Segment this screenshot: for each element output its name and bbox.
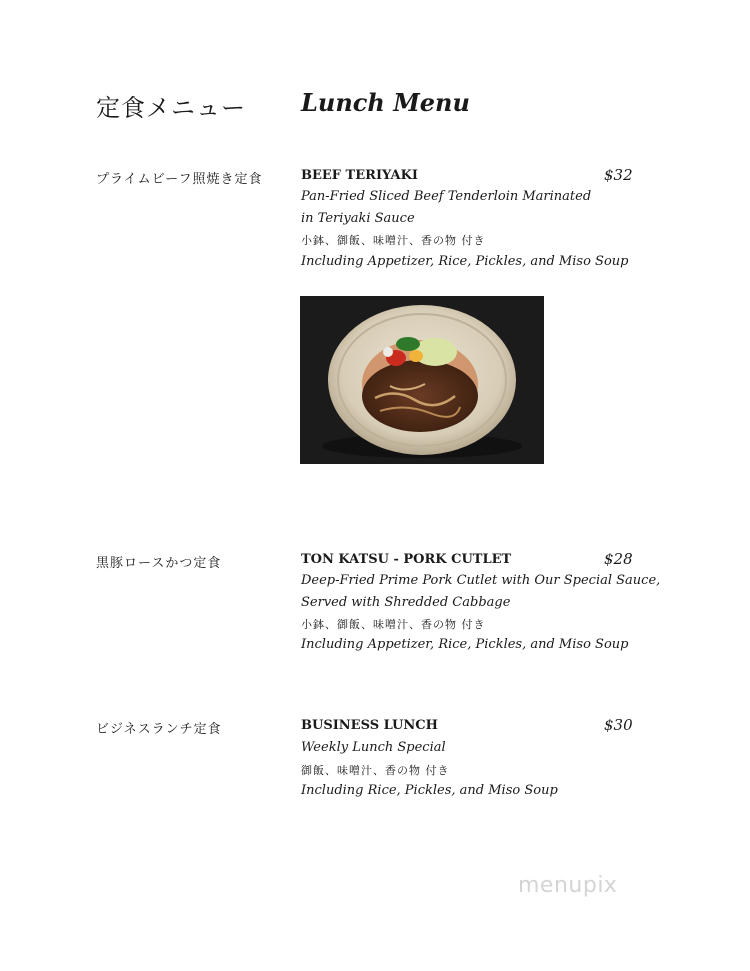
menu-title-jp: 定食メニュー	[96, 94, 246, 122]
item-price-ton-katsu: $28	[604, 550, 633, 568]
item-name-jp-beef-teriyaki: プライムビーフ照焼き定食	[96, 172, 263, 187]
menupix-watermark: menupix	[518, 873, 618, 898]
item-name-jp-ton-katsu: 黒豚ロースかつ定食	[96, 556, 222, 571]
item-includes-en: Including Appetizer, Rice, Pickles, and Miso Soup	[301, 637, 629, 652]
item-desc-line-2: in Teriyaki Sauce	[301, 211, 415, 226]
item-desc-line-2: Served with Shredded Cabbage	[301, 595, 511, 610]
item-name-jp-business-lunch: ビジネスランチ定食	[96, 722, 222, 737]
item-price-business-lunch: $30	[604, 716, 633, 734]
beef-teriyaki-photo	[300, 296, 544, 464]
item-includes-en: Including Appetizer, Rice, Pickles, and Miso Soup	[301, 254, 629, 269]
item-desc-line-1: Weekly Lunch Special	[301, 740, 446, 755]
item-includes-jp: 小鉢、御飯、味噌汁、香の物 付き	[301, 234, 486, 247]
item-includes-jp: 御飯、味噌汁、香の物 付き	[301, 764, 450, 777]
item-includes-en: Including Rice, Pickles, and Miso Soup	[301, 783, 558, 798]
item-desc-line-1: Deep-Fried Prime Pork Cutlet with Our Special Sauce,	[301, 573, 661, 588]
item-includes-jp: 小鉢、御飯、味噌汁、香の物 付き	[301, 618, 486, 631]
item-name-ton-katsu: TON KATSU - PORK CUTLET	[301, 552, 512, 567]
item-name-business-lunch: BUSINESS LUNCH	[301, 718, 438, 733]
menu-title-en: Lunch Menu	[301, 88, 470, 117]
item-desc-line-1: Pan-Fried Sliced Beef Tenderloin Marinated	[301, 189, 592, 204]
item-name-beef-teriyaki: BEEF TERIYAKI	[301, 168, 418, 183]
item-price-beef-teriyaki: $32	[604, 166, 633, 184]
